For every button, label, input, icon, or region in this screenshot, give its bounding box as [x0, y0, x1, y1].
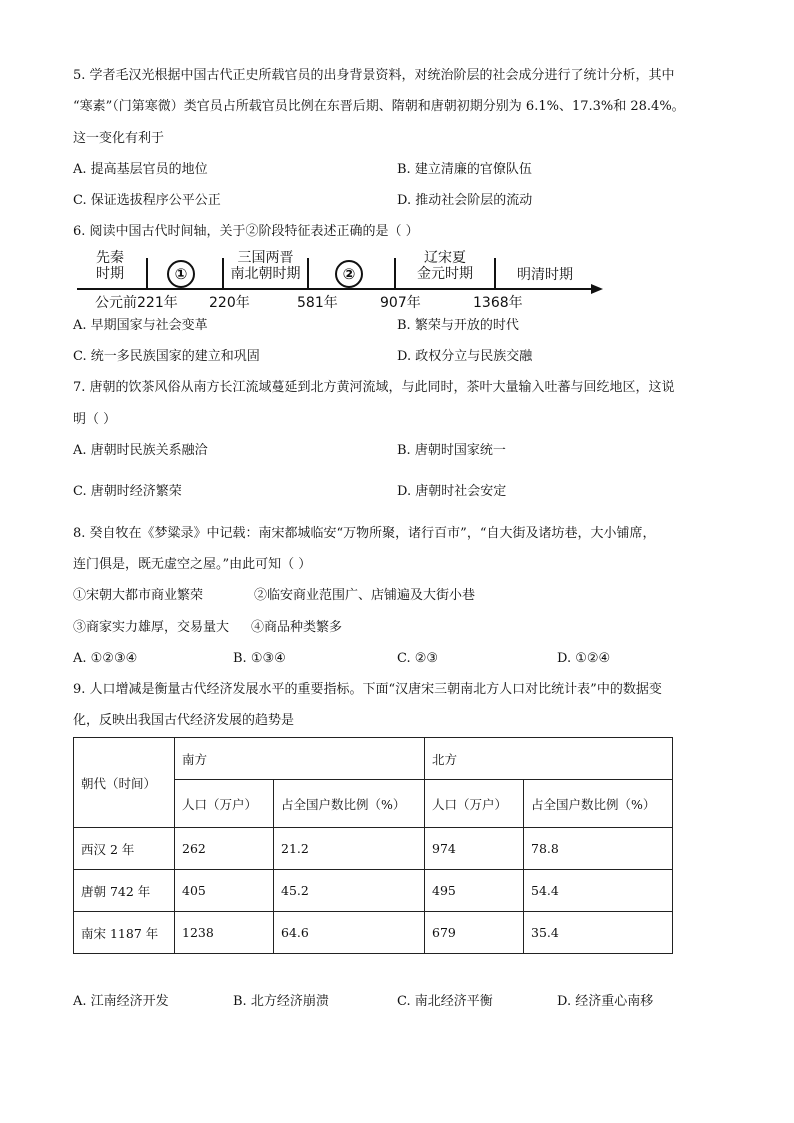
timeline-date-220: 220年	[209, 295, 250, 311]
timeline-period-pre-qin: 先秦 时期	[96, 250, 124, 282]
q8-statement-4: ④商品种类繁多	[251, 620, 343, 635]
timeline-date-907: 907年	[380, 295, 421, 311]
timeline-date-581: 581年	[297, 295, 338, 311]
q5-option-b: B. 建立清廉的官僚队伍	[397, 162, 532, 177]
q9-option-a: A. 江南经济开发	[73, 994, 169, 1009]
q8-stem-line2: 连门俱是，既无虚空之屋。”由此可知（ ）	[73, 557, 312, 572]
q8-statement-3: ③商家实力雄厚，交易量大	[73, 620, 230, 635]
q7-stem-line2: 明（ ）	[73, 412, 117, 427]
q8-option-d: D. ①②④	[557, 651, 611, 666]
table-row	[74, 870, 673, 912]
q5-option-a: A. 提高基层官员的地位	[73, 162, 208, 177]
table-header-dynasty: 朝代（时间）	[74, 738, 175, 828]
q6-option-a: A. 早期国家与社会变革	[73, 318, 208, 333]
timeline-marker-2: ②	[335, 260, 363, 288]
population-table	[73, 737, 673, 954]
q7-stem-line1: 7. 唐朝的饮茶风俗从南方长江流域蔓延到北方黄河流域，与此同时，茶叶大量输入吐蕃与回纥地区，这说	[73, 380, 675, 395]
q8-stem-line1: 8. 癸自牧在《梦粱录》中记载：南宋都城临安“万物所聚，诸行百市”，“自大街及诸坊巷，大小铺席，	[73, 526, 656, 541]
q6-stem: 6. 阅读中国古代时间轴，关于②阶段特征表述正确的是（ ）	[73, 224, 419, 239]
timeline-diagram	[75, 250, 610, 310]
table-row	[74, 912, 673, 954]
table-subheader: 人口（万户）	[175, 780, 274, 828]
q9-stem-line2: 化，反映出我国古代经济发展的趋势是	[73, 713, 295, 728]
table-header-north: 北方	[425, 738, 673, 780]
q9-option-d: D. 经济重心南移	[557, 994, 654, 1009]
table-cell: 1238	[175, 912, 274, 954]
q7-option-d: D. 唐朝时社会安定	[397, 484, 507, 499]
q8-option-c: C. ②③	[397, 651, 439, 666]
table-cell: 974	[425, 828, 524, 870]
q5-option-d: D. 推动社会阶层的流动	[397, 193, 533, 208]
table-cell: 21.2	[274, 828, 425, 870]
table-subheader: 人口（万户）	[425, 780, 524, 828]
timeline-date-1368: 1368年	[473, 295, 523, 311]
table-cell: 西汉 2 年	[74, 828, 175, 870]
table-cell: 495	[425, 870, 524, 912]
q5-stem-line3: 这一变化有利于	[73, 131, 165, 146]
q5-option-c: C. 保证选拔程序公平公正	[73, 193, 221, 208]
q7-option-a: A. 唐朝时民族关系融洽	[73, 443, 208, 458]
table-cell: 54.4	[524, 870, 673, 912]
timeline-period-liao-song: 辽宋夏 金元时期	[417, 250, 473, 282]
timeline-period-three-kingdoms: 三国两晋 南北朝时期	[230, 250, 301, 282]
q9-option-c: C. 南北经济平衡	[397, 994, 493, 1009]
table-header-south: 南方	[175, 738, 425, 780]
q6-option-b: B. 繁荣与开放的时代	[397, 318, 519, 333]
q8-statement-2: ②临安商业范围广、店铺遍及大街小巷	[254, 588, 476, 603]
table-cell: 35.4	[524, 912, 673, 954]
q9-option-b: B. 北方经济崩溃	[233, 994, 329, 1009]
table-row	[74, 828, 673, 870]
q8-statement-1: ①宋朝大都市商业繁荣	[73, 588, 204, 603]
q5-stem-line2: “寒素”（门第寒微）类官员占所载官员比例在东晋后期、隋朝和唐朝初期分别为 6.1%、17.3%和 28.4%。	[73, 99, 685, 114]
table-cell: 南宋 1187 年	[74, 912, 175, 954]
q8-option-b: B. ①③④	[233, 651, 286, 666]
q9-stem-line1: 9. 人口增减是衡量古代经济发展水平的重要指标。下面“汉唐宋三朝南北方人口对比统计表”中的数据变	[73, 682, 662, 697]
table-subheader: 占全国户数比例（%）	[524, 780, 673, 828]
q6-option-d: D. 政权分立与民族交融	[397, 349, 533, 364]
q6-option-c: C. 统一多民族国家的建立和巩固	[73, 349, 260, 364]
table-subheader: 占全国户数比例（%）	[274, 780, 425, 828]
table-cell: 262	[175, 828, 274, 870]
table-cell: 405	[175, 870, 274, 912]
q7-option-c: C. 唐朝时经济繁荣	[73, 484, 182, 499]
q7-option-b: B. 唐朝时国家统一	[397, 443, 506, 458]
table-cell: 78.8	[524, 828, 673, 870]
timeline-date-221bc: 公元前221年	[95, 295, 178, 311]
table-cell: 45.2	[274, 870, 425, 912]
table-cell: 唐朝 742 年	[74, 870, 175, 912]
table-cell: 679	[425, 912, 524, 954]
q5-stem-line1: 5. 学者毛汉光根据中国古代正史所载官员的出身背景资料，对统治阶层的社会成分进行了统计分析，其中	[73, 68, 675, 83]
timeline-period-ming-qing: 明清时期	[517, 267, 573, 283]
q8-option-a: A. ①②③④	[73, 651, 138, 666]
table-cell: 64.6	[274, 912, 425, 954]
timeline-marker-1: ①	[167, 260, 195, 288]
